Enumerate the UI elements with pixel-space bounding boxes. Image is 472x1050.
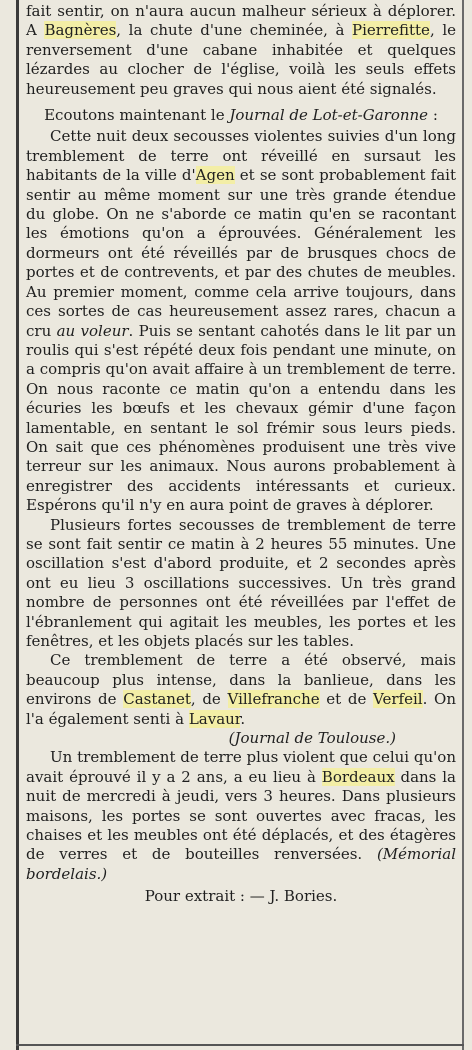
article-column (26, 2, 456, 907)
place-highlight-bagneres: Bagnères (44, 21, 117, 40)
paragraph-bordeaux (26, 748, 456, 884)
citation-journal-toulouse: (Journal de Toulouse.) (228, 729, 396, 748)
paragraph-banlieue (26, 651, 456, 729)
column-rule-left (16, 0, 19, 1050)
text-run: : (428, 106, 438, 125)
text-run: Ce tremblement de terre a été observé, mais beaucoup plus intense, dans la banlieue, dans les environs de (26, 651, 456, 709)
paragraph-pyrenees (26, 2, 456, 99)
signature: Pour extrait : — J. Bories. (144, 887, 338, 906)
column-rule-right (462, 0, 464, 1050)
citation-memorial-bordelais: (Mémorial bordelais.) (26, 845, 456, 883)
text-run: , la chute d'une cheminée, à (116, 21, 353, 40)
italic-phrase: au voleur (56, 321, 129, 340)
text-run: Cette nuit deux secousses violentes suivies d'un long tremblement de terre ont réveillé en sursaut les habitants de la ville d' (26, 127, 456, 185)
place-highlight-lavaur: Lavaur (188, 709, 241, 728)
text-run: et se sont probablement fait sentir au même moment sur une très grande étendue du globe. On ne s'aborde ce matin qu'en se racontant les émotions qu'on a éprouvées. Généralement les dormeurs ont été réveillés par de brusques chocs de portes et de contrevents, et par des chutes de meubles. Au premier moment, comme cela arrive toujours, dans ces sortes de cas heureusement assez rares, chacun a cru (26, 166, 456, 340)
text-run: fait sentir, on n'aura aucun malheur sérieux à déplorer. A (26, 2, 456, 40)
text-run: dans la nuit de mercredi à jeudi, vers 3 heures. Dans plusieurs maisons, les portes se sont ouvertes avec fracas, les chaises et les meubles ont été déplacés, et des étagères de verres et de bouteilles renversées. (26, 767, 456, 864)
paragraph-agen (26, 127, 456, 515)
text-run: Ecoutons maintenant le (44, 106, 230, 125)
text-run: , de (190, 690, 228, 709)
text-run: Un tremblement de terre plus violent que celui qu'on avait éprouvé il y a 2 ans, a eu lieu à (26, 748, 456, 786)
paragraph-source-intro (26, 106, 456, 125)
place-highlight-castanet: Castanet (123, 690, 191, 709)
text-run: . Puis se sentant cahotés dans le lit par un roulis qui s'est répété deux fois pendant une minute, on a compris qu'on avait affaire à un tremblement de terre. On nous raconte ce matin qu'on a entendu dans les écuries les bœufs et les chevaux gémir d'une façon lamentable, en sentant le sol frémir sous leurs pieds. On sait que ces phénomènes produisent une très vive terreur sur les animaux. Nous aurons probablement à enregistrer des accidents intéressants et curieux. Espérons qu'il n'y en aura point de graves à déplorer. (26, 321, 456, 515)
place-highlight-agen: Agen (195, 166, 235, 185)
text-run: et de (319, 690, 374, 709)
place-highlight-bordeaux: Bordeaux (321, 767, 395, 786)
text-run: , le renversement d'une cabane inhabitée et quelques lézardes au clocher de l'église, voilà les seuls effets heureusement peu graves qui nous aient été signalés. (26, 21, 456, 98)
place-highlight-villefranche: Villefranche (227, 690, 320, 709)
source-title: Journal de Lot-et-Garonne (229, 106, 429, 125)
place-highlight-verfeil: Verfeil (373, 690, 423, 709)
text-run: . (240, 709, 246, 728)
text-run: . On l'a également senti à (26, 690, 456, 728)
place-highlight-pierrefitte: Pierrefitte (352, 21, 430, 40)
column-rule-bottom (16, 1044, 464, 1046)
paragraph-toulouse-oscillations: Plusieurs fortes secousses de tremblement de terre se sont fait sentir ce matin à 2 heures 55 minutes. Une oscillation s'est d'abord produite, et 2 secondes après ont eu lieu 3 oscillations successives. Un très grand nombre de personnes ont été réveillées par l'effet de l'ébranlement qui agitait les meubles, les portes et les fenêtres, et les objets placés sur les tables. (26, 515, 456, 650)
